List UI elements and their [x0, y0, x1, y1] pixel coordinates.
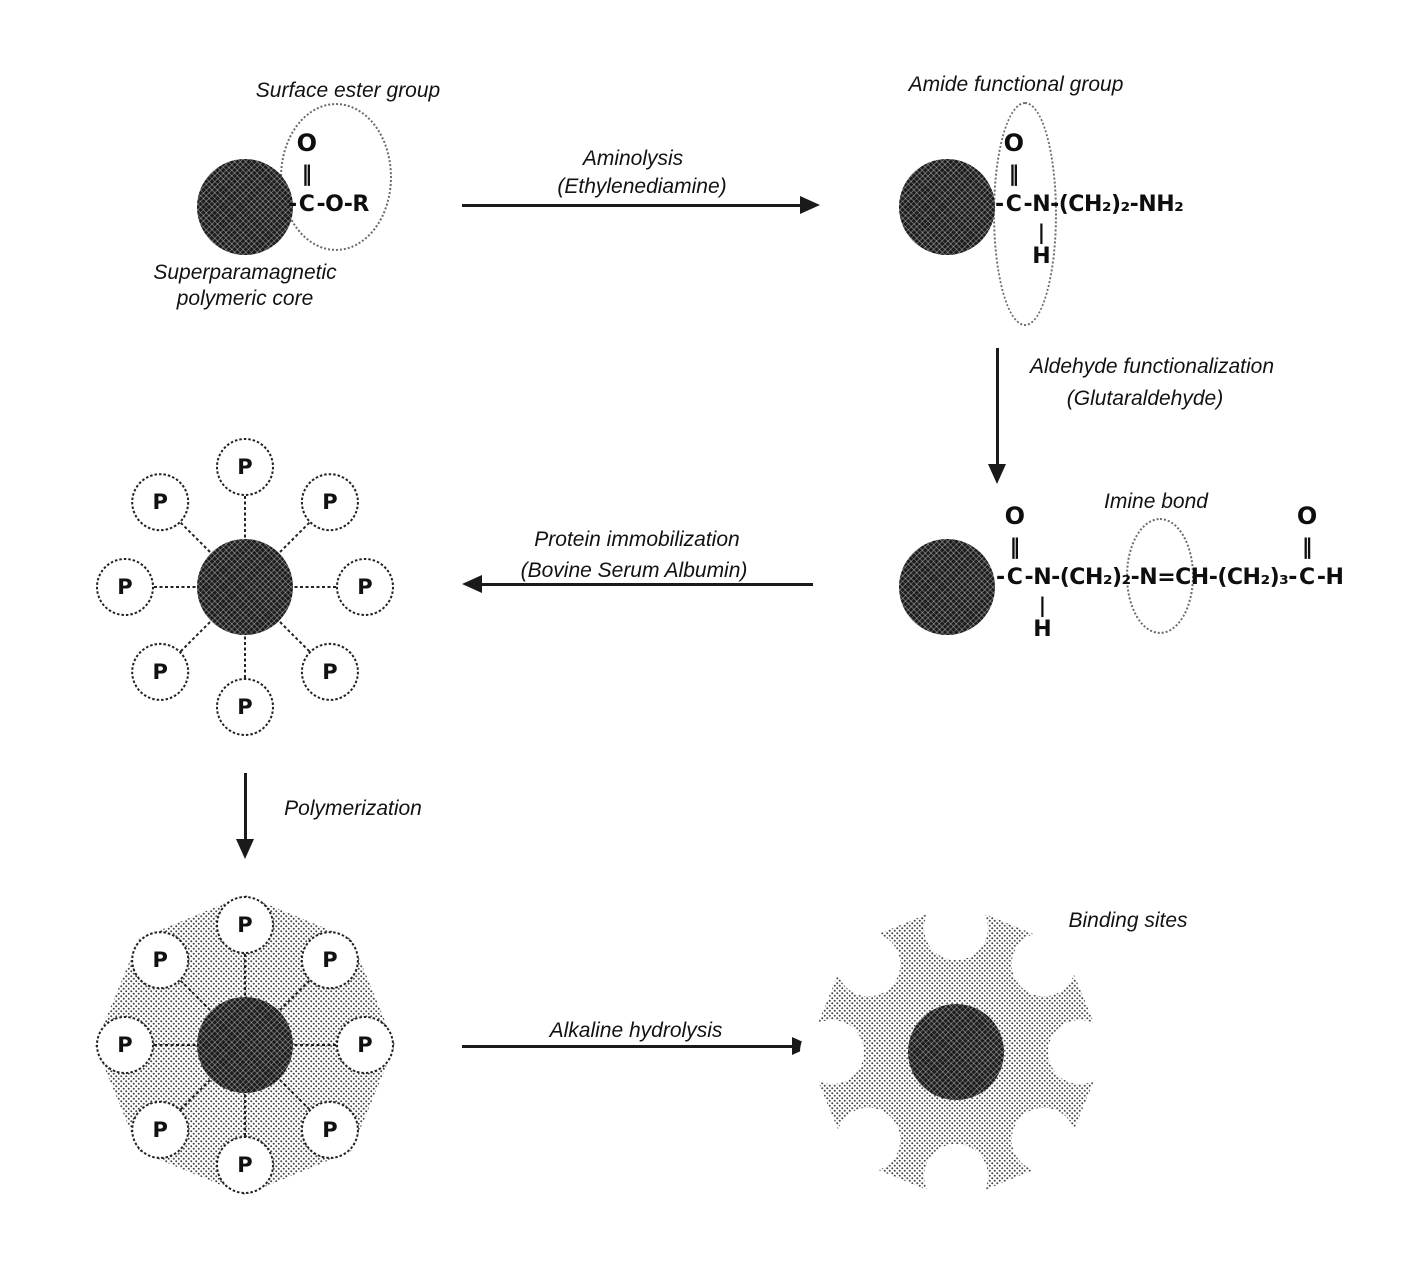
protein-immobilization-arrow-line	[482, 583, 813, 586]
core-label	[153, 260, 336, 312]
formula-group	[317, 120, 369, 220]
binding-site-notch	[1012, 1108, 1076, 1172]
formula-group	[1025, 493, 1034, 593]
double-bond: ‖	[301, 162, 312, 186]
protein-label: P	[237, 455, 253, 479]
carbon-atom: C	[1006, 565, 1023, 590]
formula-group	[996, 493, 1005, 593]
aminolysis-reagent: (Ethylenediamine)	[557, 175, 727, 198]
carbon-atom: C	[298, 192, 315, 217]
protein-label: P	[117, 575, 133, 599]
protein-label: P	[152, 1117, 168, 1142]
amide-core-sphere	[899, 159, 995, 255]
protein-label: P	[357, 575, 373, 599]
chain-text: -(CH₂)₂-NH₂	[1050, 192, 1184, 217]
ester-core-sphere	[197, 159, 293, 255]
aminolysis-arrow-line	[462, 204, 802, 207]
protein-label: P	[322, 948, 338, 973]
carbonyl-oxygen: O	[1004, 502, 1025, 530]
carbonyl-oxygen: O	[1296, 502, 1317, 530]
chain-text: -(CH₂)₂-N=CH-(CH₂)₃-	[1051, 565, 1297, 590]
protein-label: P	[237, 913, 253, 937]
protein-immobilization-arrow-head	[462, 575, 482, 593]
protein-label: P	[322, 659, 338, 684]
protein-immobilization-name: Protein immobilization	[534, 528, 740, 551]
single-bond: |	[1037, 220, 1045, 244]
bond-text: -	[1024, 565, 1034, 590]
imine-bond-label-text: Imine bond	[1104, 490, 1208, 513]
formula-group	[288, 120, 297, 220]
nitrogen-atom: N	[1033, 565, 1052, 590]
alkaline-hydrolysis-name: Alkaline hydrolysis	[549, 1019, 723, 1042]
protein-label: P	[152, 948, 168, 973]
binding-site-notch	[836, 1108, 900, 1172]
imprinted-core-sphere	[908, 1004, 1004, 1100]
polymerization-arrow-head	[236, 839, 254, 859]
imine-core-sphere	[899, 539, 995, 635]
aldehyde-name: Aldehyde functionalization	[1029, 355, 1275, 378]
ester-formula	[288, 120, 369, 220]
protein-label: P	[237, 695, 253, 719]
carbonyl-oxygen: O	[296, 129, 317, 157]
chain-text: -O-R	[316, 192, 369, 217]
aldehyde-h: -H	[1316, 565, 1344, 590]
carbonyl-oxygen: O	[1003, 129, 1024, 157]
double-bond: ‖	[1009, 535, 1020, 559]
surface-ester-label-text: Surface ester group	[255, 79, 441, 102]
nh-hydrogen: H	[1033, 617, 1052, 642]
carbon-atom: C	[1005, 192, 1022, 217]
surface-ester-label	[256, 78, 440, 104]
aminolysis-name: Aminolysis	[582, 147, 684, 170]
aldehyde-reagent: (Glutaraldehyde)	[1066, 387, 1224, 410]
binding-sites-label-text: Binding sites	[1068, 909, 1188, 932]
bond-text: -	[995, 192, 1004, 217]
imine-formula	[996, 493, 1343, 643]
carbon-atom: C	[1299, 565, 1315, 590]
protein-label: P	[322, 490, 338, 515]
core-label-line1: Superparamagnetic	[153, 261, 337, 284]
nh-hydrogen: H	[1032, 244, 1051, 269]
protein-label: P	[117, 1033, 133, 1057]
binding-site-notch	[924, 1144, 988, 1208]
protein-immobilization-reagent-label	[521, 558, 748, 584]
protein-label: P	[237, 1153, 253, 1177]
aldehyde-arrow-line	[996, 348, 999, 466]
aminolysis-arrow-head	[800, 196, 820, 214]
aminolysis-label	[583, 146, 683, 172]
formula-group	[995, 120, 1004, 220]
nitrogen-atom: N	[1032, 192, 1051, 217]
aldehyde-label	[1030, 354, 1274, 380]
formula-group	[1005, 493, 1025, 593]
double-bond: ‖	[1301, 535, 1312, 559]
formula-group	[297, 120, 317, 220]
binding-site-notch	[1012, 932, 1076, 996]
single-bond: |	[1038, 593, 1046, 617]
formula-group	[1033, 493, 1051, 643]
binding-site-notch	[836, 932, 900, 996]
formula-group	[1032, 120, 1050, 270]
amide-formula	[995, 120, 1183, 270]
formula-group	[1297, 493, 1317, 593]
core-label-line2: polymeric core	[176, 287, 314, 310]
binding-site-notch	[1048, 1020, 1112, 1084]
double-bond: ‖	[1008, 162, 1019, 186]
bond-text: -	[996, 565, 1005, 590]
aldehyde-arrow-head	[988, 464, 1006, 484]
aldehyde-reagent-label	[1067, 386, 1223, 412]
protein-conjugate-core-sphere	[197, 539, 293, 635]
bond-text: -	[1023, 192, 1033, 217]
formula-group	[1050, 120, 1183, 220]
binding-site-notch	[800, 1020, 864, 1084]
protein-label: P	[152, 659, 168, 684]
formula-group	[1317, 493, 1344, 593]
formula-group	[1051, 493, 1297, 593]
amide-group-label	[909, 72, 1124, 98]
alkaline-hydrolysis-label	[550, 1018, 723, 1044]
formula-group	[1004, 120, 1024, 220]
polymerization-label	[284, 796, 422, 822]
polymer-embedded-core-sphere	[197, 997, 293, 1093]
binding-site-notch	[924, 896, 988, 960]
protein-label: P	[152, 490, 168, 515]
alkaline-hydrolysis-arrow-line	[462, 1045, 792, 1048]
bond-text: -	[288, 192, 297, 217]
protein-immobilization-label	[534, 527, 739, 553]
aminolysis-reagent-label	[557, 174, 726, 200]
protein-label: P	[357, 1033, 373, 1057]
protein-label: P	[322, 1117, 338, 1142]
protein-immobilization-reagent: (Bovine Serum Albumin)	[520, 559, 748, 582]
polymerization-arrow-line	[244, 773, 247, 839]
polymerization-name: Polymerization	[284, 797, 422, 820]
formula-group	[1024, 120, 1033, 220]
amide-group-label-text: Amide functional group	[908, 73, 1124, 96]
